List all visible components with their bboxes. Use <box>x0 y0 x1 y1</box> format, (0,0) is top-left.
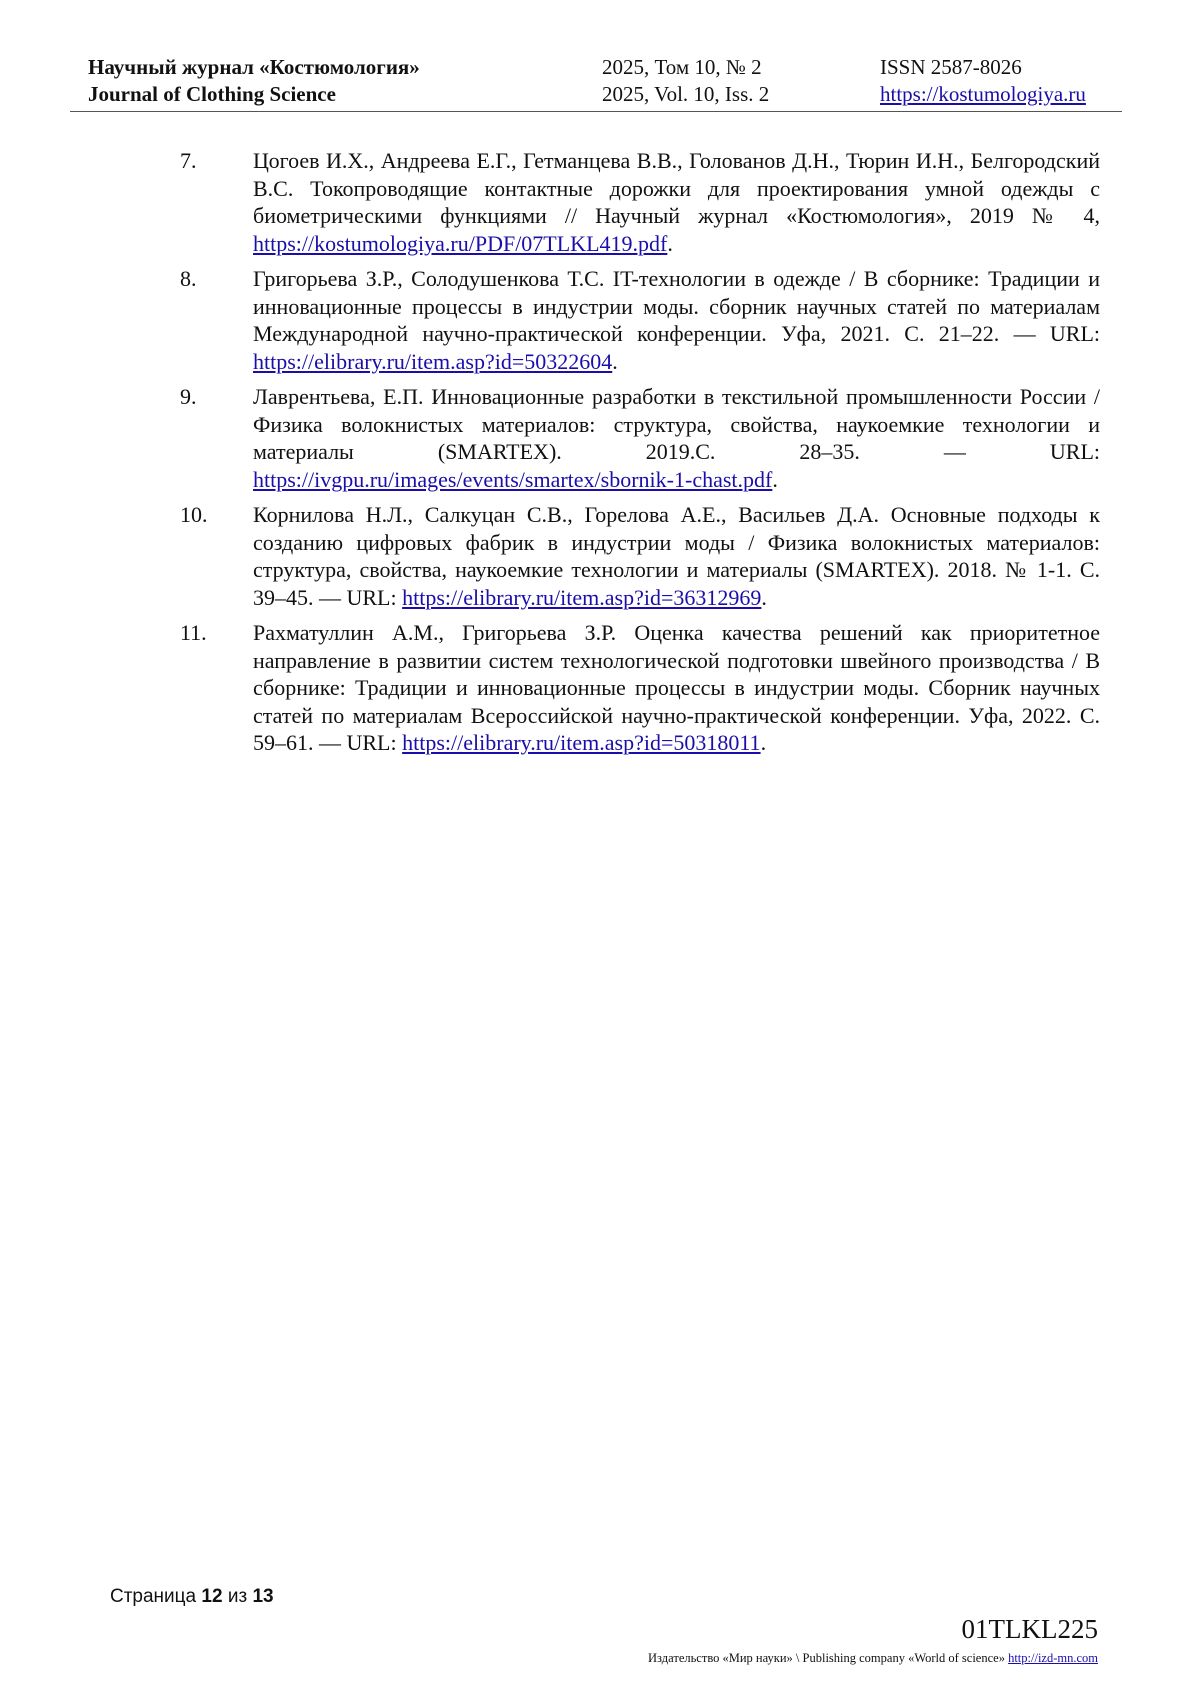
reference-link[interactable]: https://ivgpu.ru/images/events/smartex/sbornik-1-chast.pdf <box>253 466 773 492</box>
publisher-link[interactable]: http://izd-mn.com <box>1008 1651 1098 1665</box>
reference-number: 11. <box>180 620 207 645</box>
reference-number: 9. <box>180 384 197 409</box>
reference-text: Лаврентьева, Е.П. Инновационные разработки в текстильной промышленности России / Физика волокнистых материалов: структура, свойства, наукоемкие технологии и материалы (SMARTEX). 2019.С. 28–35. — URL: https://ivgpu.ru/images/events/smartex/sbornik-1-chast.pdf. <box>253 384 1100 492</box>
reference-item <box>180 501 1100 611</box>
reference-text: Цогоев И.Х., Андреева Е.Г., Гетманцева В.В., Голованов Д.Н., Тюрин И.Н., Белгородский В.С. Токопроводящие контактные дорожки для проектирования умной одежды с биометрическими функциями // Научный журнал «Костюмология», 2019 № 4, https://kostumologiya.ru/PDF/07TLKL419.pdf. <box>253 148 1100 256</box>
journal-title-block <box>88 54 420 108</box>
reference-list <box>180 147 1100 765</box>
website-link[interactable]: https://kostumologiya.ru <box>880 82 1086 106</box>
reference-link[interactable]: https://elibrary.ru/item.asp?id=50322604 <box>253 348 613 374</box>
page-header <box>88 54 1120 110</box>
reference-link[interactable]: https://elibrary.ru/item.asp?id=50318011 <box>402 730 761 755</box>
issue-block <box>602 54 769 108</box>
journal-title-ru: Научный журнал «Костюмология» <box>88 55 420 79</box>
reference-number: 10. <box>180 502 208 527</box>
issue-en: 2025, Vol. 10, Iss. 2 <box>602 82 770 106</box>
reference-item <box>180 265 1100 375</box>
reference-number: 7. <box>180 148 197 173</box>
reference-text: Рахматуллин А.М., Григорьева З.Р. Оценка качества решений как приоритетное направление в развитии систем технологической подготовки швейного производства / В сборнике: Традиции и инновационные процессы в индустрии моды. Сборник научных статей по материалам Всероссийской научно-практической конференции. Уфа, 2022. С. 59–61. — URL: https://elibrary.ru/item.asp?id=50318011. <box>253 620 1100 755</box>
page-number: Страница 12 из 13 <box>110 1586 274 1607</box>
issn-block <box>880 54 1086 108</box>
reference-link[interactable]: https://kostumologiya.ru/PDF/07TLKL419.pdf <box>253 230 668 256</box>
publisher-line: Издательство «Мир науки» \ Publishing company «World of science» http://izd-mn.com <box>648 1651 1098 1665</box>
header-divider <box>70 111 1122 112</box>
issue-ru: 2025, Том 10, № 2 <box>602 55 762 79</box>
reference-item <box>180 619 1100 757</box>
journal-title-en: Journal of Clothing Science <box>88 82 336 106</box>
reference-link[interactable]: https://elibrary.ru/item.asp?id=36312969 <box>402 584 762 610</box>
issn: ISSN 2587-8026 <box>880 55 1022 79</box>
reference-item <box>180 147 1100 257</box>
reference-number: 8. <box>180 266 197 291</box>
article-code: 01TLKL225 <box>961 1614 1098 1644</box>
reference-text: Корнилова Н.Л., Салкуцан С.В., Горелова А.Е., Васильев Д.А. Основные подходы к созданию цифровых фабрик в индустрии моды / Физика волокнистых материалов: структура, свойства, наукоемкие технологии и материалы (SMARTEX). 2018. № 1-1. С. 39–45. — URL: https://elibrary.ru/item.asp?id=36312969. <box>253 502 1100 610</box>
reference-item <box>180 383 1100 493</box>
reference-text: Григорьева З.Р., Солодушенкова Т.С. IT-технологии в одежде / В сборнике: Традиции и инновационные процессы в индустрии моды. сборник научных статей по материалам Международной научно-практической конференции. Уфа, 2021. С. 21–22. — URL: https://elibrary.ru/item.asp?id=50322604. <box>253 266 1100 374</box>
